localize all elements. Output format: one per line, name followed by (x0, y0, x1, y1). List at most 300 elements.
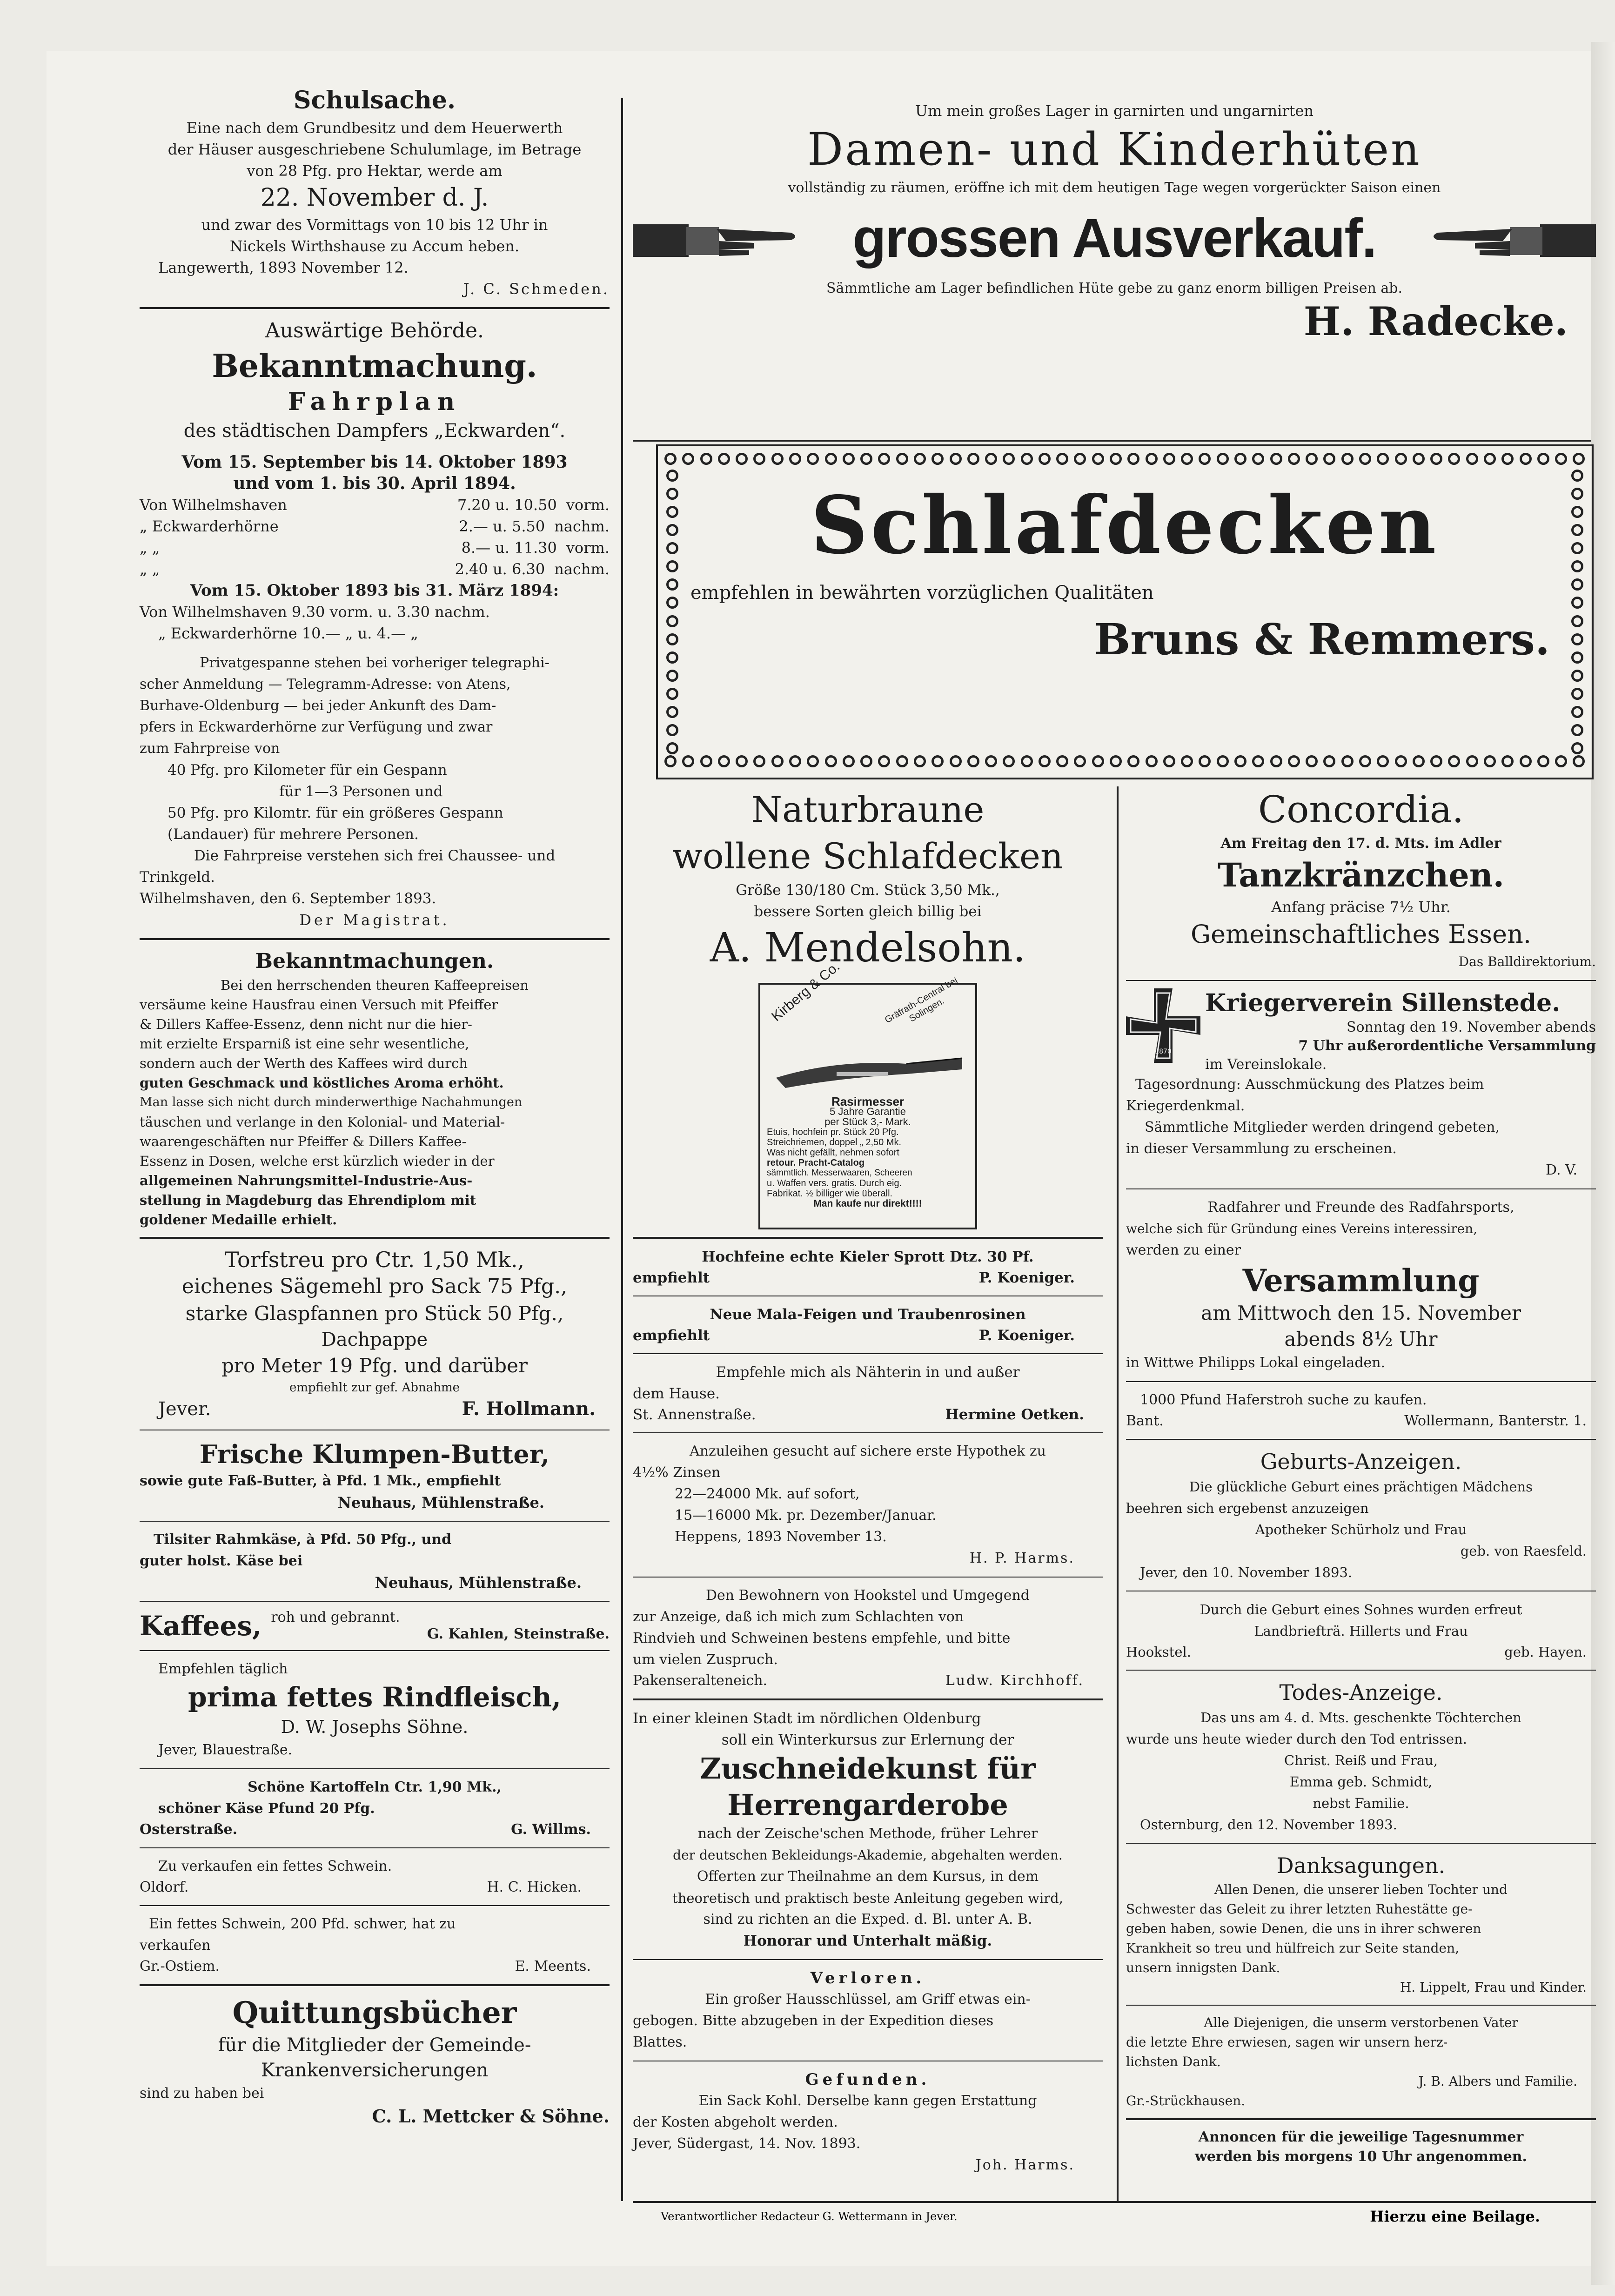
border-dot (1430, 755, 1442, 767)
hafer-place: Bant. (1126, 1413, 1164, 1429)
kaffees-sub (261, 1609, 610, 1643)
kaffee-line: versäume keine Hausfrau einen Versuch mit Pfeiffer (140, 997, 498, 1013)
geburt-line: Apotheker Schürholz und Frau (1255, 1522, 1467, 1537)
border-dot (1377, 755, 1389, 767)
footer-rule (633, 2201, 1596, 2203)
kirberg-item: Rasirmesser (831, 1094, 905, 1108)
border-dot (666, 651, 678, 664)
hafer-line: 1000 Pfund Haferstroh suche zu kaufen. (1140, 1392, 1427, 1408)
annoncen-line: Annoncen für die jeweilige Tagesnummer (1198, 2129, 1524, 2145)
border-dot (1199, 453, 1211, 465)
schedule-from: „ „ (140, 539, 160, 557)
dank-line: Krankheit so treu und hülfreich zur Seite standen, (1126, 1940, 1460, 1956)
divider (633, 1959, 1103, 1960)
schul-place: Langewerth, 1893 November 12. (158, 259, 409, 276)
anleihe-line: Anzuleihen gesucht auf sichere erste Hypothek zu (690, 1443, 1046, 1459)
geburt-heading: Geburts-Anzeigen. (1260, 1449, 1462, 1474)
mendelsohn-signature: A. Mendelsohn. (710, 925, 1026, 971)
border-dot (1571, 560, 1583, 572)
border-dot (666, 488, 678, 500)
border-dot (753, 755, 765, 767)
border-dot (1571, 688, 1583, 700)
feigen-row (633, 1325, 1103, 1346)
border-dot (1573, 453, 1585, 465)
kaffees-row (140, 1609, 610, 1643)
kartoffel-signature: G. Willms. (511, 1821, 591, 1838)
kartoffel-line: Schöne Kartoffeln Ctr. 1,90 Mk., (248, 1779, 502, 1795)
geburt-line: Jever, den 10. November 1893. (1140, 1564, 1353, 1580)
border-dot (1571, 633, 1583, 645)
dank2-line: Alle Diejenigen, die unserm verstorbenen Vater (1204, 2015, 1518, 2030)
zuschneidekunst-heading: Zuschneidekunst für (700, 1752, 1036, 1786)
border-dot (664, 453, 677, 465)
kartoffel-place: Osterstraße. (140, 1821, 238, 1838)
torf-small: empfiehlt zur gef. Abnahme (289, 1381, 460, 1395)
border-dot (1466, 755, 1478, 767)
preis-line: (Landauer) für mehrere Personen. (168, 826, 419, 843)
border-dot (807, 755, 819, 767)
border-dot (1234, 453, 1246, 465)
torf-line: Torfstreu pro Ctr. 1,50 Mk., (224, 1247, 525, 1272)
dank-line: unsern innigsten Dank. (1126, 1960, 1280, 1975)
border-dot (1341, 755, 1354, 767)
wollene-heading: wollene Schlafdecken (672, 835, 1063, 877)
hut-signature: H. Radecke. (1303, 298, 1568, 344)
border-dot (807, 453, 819, 465)
border-dot (1252, 755, 1264, 767)
border-dot (789, 755, 801, 767)
border-dot (1288, 755, 1300, 767)
dank2-place: Gr.-Strückhausen. (1126, 2093, 1246, 2108)
gefunden-place: Jever, Südergast, 14. Nov. 1893. (633, 2135, 861, 2152)
dank2-signature: J. B. Albers und Familie. (1418, 2074, 1577, 2089)
hook-signature: Ludw. Kirchhoff. (945, 1672, 1084, 1689)
kaffee-line: goldener Medaille erhielt. (140, 1212, 337, 1228)
kaffees-signature: G. Kahlen, Steinstraße. (427, 1626, 610, 1642)
dank2-line: die letzte Ehre erwiesen, sagen wir unsern herz- (1126, 2034, 1448, 2050)
border-dot (1039, 755, 1051, 767)
border-dot (1163, 755, 1175, 767)
divider (1126, 2005, 1596, 2006)
torf-signature-row (140, 1396, 610, 1422)
zusch-intro: soll ein Winterkursus zur Erlernung der (721, 1732, 1014, 1748)
schedule-unit: nachm. (554, 560, 610, 578)
kirberg-line: Man kaufe nur direkt!!!! (813, 1198, 922, 1209)
tod-line: Osternburg, den 12. November 1893. (1140, 1817, 1397, 1833)
border-dot (1571, 706, 1583, 718)
left-column (140, 84, 610, 2128)
kaffees-roh: roh und gebrannt. (271, 1609, 400, 1625)
kirberg-garantie: 5 Jahre Garantie (830, 1106, 906, 1117)
rind-place: Jever, Blauestraße. (158, 1742, 293, 1758)
dank-line: Allen Denen, die unserer lieben Tochter und (1214, 1882, 1508, 1897)
border-dot (1163, 453, 1175, 465)
border-dot (985, 453, 997, 465)
fahrpreise-line: Trinkgeld. (140, 869, 215, 886)
border-dot (1537, 453, 1549, 465)
kaffees-heading: Kaffees, (140, 1610, 262, 1642)
hafer-signature: Wollermann, Banterstr. 1. (1404, 1413, 1587, 1429)
redakteur-line: Verantwortlicher Redacteur G. Wettermann in Jever. (661, 2210, 958, 2223)
sprott-line: Hochfeine echte Kieler Sprott Dtz. 30 Pf. (702, 1249, 1034, 1265)
kaffee-line: allgemeinen Nahrungsmittel-Industrie-Aus- (140, 1173, 473, 1188)
schwein-signature: H. C. Hicken. (487, 1879, 582, 1895)
tod-line: wurde uns heute wieder durch den Tod entrissen. (1126, 1731, 1468, 1747)
border-dot (843, 453, 855, 465)
tages-line: Tagesordnung: Ausschmückung des Platzes beim (1135, 1076, 1484, 1093)
border-dot (1110, 755, 1122, 767)
divider (140, 1847, 610, 1848)
rad-line: Radfahrer und Freunde des Radfahrsports, (1207, 1199, 1514, 1215)
border-dot (1413, 453, 1425, 465)
empfehlen-line: Empfehlen täglich (158, 1661, 288, 1677)
kirberg-ad (758, 959, 977, 1229)
border-dot (1520, 453, 1532, 465)
divider (140, 1237, 610, 1239)
anleihe-line: 4½% Zinsen (633, 1464, 721, 1481)
border-dot (666, 633, 678, 645)
schedule-unit: nachm. (554, 517, 610, 535)
hut-ausverkauf-ad (633, 100, 1596, 344)
gefunden-signature: Joh. Harms. (975, 2157, 1075, 2173)
schedule-2-line: „ Eckwarderhörne 10.— „ u. 4.— „ (158, 624, 418, 642)
border-dot (1359, 453, 1371, 465)
dampfer-line: des städtischen Dampfers „Eckwarden“. (183, 420, 566, 442)
tod-line: Christ. Reiß und Frau, (1284, 1752, 1438, 1768)
schwein2-line: Ein fettes Schwein, 200 Pfd. schwer, hat zu (149, 1916, 456, 1932)
border-dot (1413, 755, 1425, 767)
border-dot (1501, 453, 1514, 465)
zusch-line: sind zu richten an die Exped. d. Bl. unter A. B. (703, 1911, 1032, 1927)
preis-line: für 1—3 Personen und (279, 783, 443, 800)
border-dot (1571, 470, 1583, 482)
border-dot (967, 453, 979, 465)
privat-line: zum Fahrpreise von (140, 740, 280, 757)
border-dot (1039, 453, 1051, 465)
border-dot (1127, 755, 1139, 767)
geburt2-place: Hookstel. (1126, 1644, 1191, 1660)
schedule-row (140, 494, 610, 516)
versammlung-heading: Versammlung (1242, 1262, 1480, 1299)
hut-big: grossen Ausverkauf. (852, 208, 1376, 269)
border-dot (1217, 755, 1229, 767)
schlafdecken-title: Schlafdecken (811, 479, 1439, 572)
schul-signature: J. C. Schmeden. (463, 280, 610, 298)
border-dot (1571, 615, 1583, 627)
border-dot (878, 755, 890, 767)
border-dot (1555, 755, 1567, 767)
zusch-line: der deutschen Bekleidungs-Akademie, abgehalten werden. (673, 1847, 1063, 1863)
fahrplan-heading: Fahrplan (288, 388, 462, 416)
border-dot (985, 755, 997, 767)
border-dot (1003, 755, 1015, 767)
schedule-unit: vorm. (566, 539, 610, 557)
border-dot (1092, 453, 1104, 465)
torf-place: Jever. (158, 1398, 211, 1420)
schedule-row (140, 516, 610, 537)
border-dot (1466, 453, 1478, 465)
hook-place: Pakenseralteneich. (633, 1672, 768, 1689)
concordia-heading: Concordia. (1258, 788, 1464, 831)
border-dot (1448, 453, 1460, 465)
border-dot (718, 755, 730, 767)
sprott-signature: P. Koeniger. (978, 1269, 1075, 1286)
schedule-times: 2.— u. 5.50 (459, 517, 545, 535)
divider (140, 1905, 610, 1906)
border-dot (1571, 651, 1583, 664)
period-1: Vom 15. September bis 14. Oktober 1893 (181, 452, 568, 472)
border-dot (753, 453, 765, 465)
torf-line: Dachpappe (321, 1329, 428, 1350)
geburt2-line: Landbriefträ. Hillerts und Frau (1254, 1623, 1468, 1639)
border-dot (1074, 453, 1086, 465)
torf-line: eichenes Sägemehl pro Sack 75 Pfg., (181, 1275, 568, 1298)
border-dot (1199, 755, 1211, 767)
kaese-line: guter holst. Käse bei (140, 1553, 303, 1569)
border-dot (1323, 453, 1335, 465)
krieger-heading: Kriegerverein Sillenstede. (1205, 989, 1561, 1017)
auswaertig-heading: Auswärtige Behörde. (265, 319, 484, 342)
kaffee-line: Bei den herrschenden theuren Kaffeepreisen (221, 977, 529, 993)
kaffee-line: & Dillers Kaffee-Essenz, denn nicht nur die hier- (140, 1016, 472, 1032)
dank2-line: lichsten Dank. (1126, 2054, 1221, 2069)
kaffee-line: sondern auch der Werth des Kaffees wird durch (140, 1055, 468, 1071)
schul-line: Nickels Wirthshause zu Accum heben. (229, 237, 520, 255)
tod-line: nebst Familie. (1313, 1795, 1409, 1811)
border-dot (1571, 506, 1583, 518)
tanz-heading: Tanzkränzchen. (1217, 856, 1505, 894)
schedule-times: 8.— u. 11.30 (461, 539, 557, 557)
wilhelmshaven-date: Wilhelmshaven, den 6. September 1893. (140, 890, 436, 907)
zusch-bold: Honorar und Unterhalt mäßig. (743, 1933, 992, 1949)
kirberg-line: Was nicht gefällt, nehmen sofort (767, 1148, 899, 1158)
quittung-small: sind zu haben bei (140, 2085, 264, 2101)
hut-big-row (633, 199, 1596, 278)
concordia-line: Am Freitag den 17. d. Mts. im Adler (1220, 835, 1501, 852)
border-dot (1074, 755, 1086, 767)
schedule-times: 7.20 u. 10.50 (457, 496, 557, 514)
hut-line: Sämmtliche am Lager befindlichen Hüte gebe zu ganz enorm billigen Preisen ab. (826, 280, 1402, 296)
divider (140, 1521, 610, 1522)
pointing-hand-icon (633, 210, 800, 266)
zusch-intro: In einer kleinen Stadt im nördlichen Oldenburg (633, 1710, 981, 1727)
hut-line: vollständig zu räumen, eröffne ich mit dem heutigen Tage wegen vorgerückter Saison einen (788, 180, 1441, 196)
border-dot (1571, 488, 1583, 500)
border-dot (1181, 453, 1193, 465)
feigen-empfiehlt: empfiehlt (633, 1327, 710, 1344)
schul-line: Eine nach dem Grundbesitz und dem Heuerwerth (186, 119, 563, 137)
divider (633, 1432, 1103, 1433)
border-dot (1288, 453, 1300, 465)
dot-border-right (1569, 470, 1585, 754)
border-dot (700, 453, 712, 465)
border-dot (1430, 453, 1442, 465)
border-dot (666, 597, 678, 609)
border-dot (666, 524, 678, 536)
border-dot (950, 755, 962, 767)
schulsache-title: Schulsache. (293, 86, 456, 114)
anfang-line: Anfang präcise 7½ Uhr. (1271, 898, 1451, 916)
border-dot (1501, 755, 1514, 767)
krieger-line: Sonntag den 19. November abends (1346, 1019, 1596, 1035)
border-dot (771, 755, 784, 767)
border-dot (1571, 597, 1583, 609)
dank-line: geben haben, sowie Denen, die uns in ihrer schweren (1126, 1921, 1481, 1936)
border-dot (666, 578, 678, 591)
border-dot (1484, 755, 1496, 767)
divider (1126, 2118, 1596, 2120)
border-dot (1323, 755, 1335, 767)
kartoffel-signature-row (140, 1819, 610, 1840)
border-dot (1571, 524, 1583, 536)
kirberg-brand: Kirberg & Co. (769, 959, 843, 1025)
naturbraune-heading: Naturbraune (751, 789, 985, 830)
zusch-line: Offerten zur Theilnahme an dem Kursus, in dem (697, 1868, 1039, 1885)
verloren-line: Ein großer Hausschlüssel, am Griff etwas ein- (705, 1991, 1031, 2007)
schedule-from: Von Wilhelmshaven (140, 496, 287, 514)
preis-line: 50 Pfg. pro Kilomtr. für ein größeres Gespann (168, 805, 503, 821)
border-dot (736, 453, 748, 465)
page-footer (633, 2201, 1596, 2225)
krieger-line: im Vereinslokale. (1205, 1056, 1327, 1073)
rad-line: werden zu einer (1126, 1242, 1241, 1258)
dot-border-bottom (664, 755, 1585, 771)
border-dot (789, 453, 801, 465)
border-dot (700, 755, 712, 767)
bekanntmachung-heading: Bekanntmachung. (212, 348, 537, 385)
kaffee-line: mit erzielte Ersparniß ist eine sehr wesentliche, (140, 1036, 469, 1052)
border-dot (1448, 755, 1460, 767)
geburt-line: geb. von Raesfeld. (1460, 1543, 1587, 1559)
border-dot (950, 453, 962, 465)
kaffee-line: guten Geschmack und köstliches Aroma erhöht. (140, 1075, 504, 1091)
rind-signature: D. W. Josephs Söhne. (281, 1717, 469, 1737)
schwein-signature-row (140, 1877, 610, 1898)
zusch-line: nach der Zeische'schen Methode, früher Lehrer (697, 1826, 1038, 1842)
schwein2-place: Gr.-Ostiem. (140, 1958, 220, 1974)
border-dot (1395, 453, 1407, 465)
dot-border-top (664, 453, 1585, 469)
border-dot (1021, 453, 1033, 465)
dank-signature: H. Lippelt, Frau und Kinder. (1400, 1980, 1587, 1995)
rad-line: welche sich für Gründung eines Vereins interessiren, (1126, 1221, 1478, 1236)
schwein-place: Oldorf. (140, 1879, 189, 1895)
border-dot (666, 470, 678, 482)
butter-line: sowie gute Faß-Butter, à Pfd. 1 Mk., empfiehlt (140, 1473, 501, 1489)
hook-line: Den Bewohnern von Hookstel und Umgegend (705, 1587, 1030, 1604)
schul-line: von 28 Pfg. pro Hektar, werde am (247, 162, 503, 180)
rindfleisch-heading: prima fettes Rindfleisch, (188, 1681, 561, 1713)
hut-title: Damen- und Kinderhüten (807, 123, 1421, 175)
divider (1126, 1670, 1596, 1671)
schedule-times: 2.40 u. 6.30 (455, 560, 545, 578)
border-dot (666, 742, 678, 754)
tages-line: Kriegerdenkmal. (1126, 1098, 1245, 1114)
kirberg-line: u. Waffen vers. gratis. Durch eig. (767, 1178, 902, 1188)
anleihe-line: Heppens, 1893 November 13. (675, 1529, 887, 1545)
border-dot (666, 706, 678, 718)
border-dot (1395, 755, 1407, 767)
divider (140, 1768, 610, 1769)
divider (1126, 980, 1596, 981)
border-dot (1270, 755, 1282, 767)
kirberg-line: Fabrikat. ½ billiger wie überall. (767, 1188, 893, 1199)
border-dot (1571, 670, 1583, 682)
border-dot (718, 453, 730, 465)
kaese-line: Tilsiter Rahmkäse, à Pfd. 50 Pfg., und (154, 1531, 452, 1548)
border-dot (664, 755, 677, 767)
hook-line: zur Anzeige, daß ich mich zum Schlachten von (633, 1609, 964, 1625)
border-dot (1021, 755, 1033, 767)
kaffee-line: waarengeschäften nur Pfeiffer & Dillers Kaffee- (140, 1134, 467, 1149)
border-dot (666, 542, 678, 554)
preis-line: 40 Pfg. pro Kilometer für ein Gespann (168, 762, 447, 779)
border-dot (860, 755, 872, 767)
tod-heading: Todes-Anzeige. (1279, 1680, 1443, 1705)
pointing-hand-icon (1428, 210, 1596, 266)
schedule-from: „ „ (140, 560, 160, 578)
dank-line: Schwester das Geleit zu ihrer letzten Ruhestätte ge- (1126, 1901, 1473, 1917)
right-column (1126, 786, 1596, 2167)
razor-icon (767, 1045, 972, 1096)
border-dot (1003, 453, 1015, 465)
privat-line: pfers in Eckwarderhörne zur Verfügung und zwar (140, 719, 493, 735)
naeh-place: St. Annenstraße. (633, 1406, 756, 1423)
schlafdecken-sub: empfehlen in bewährten vorzüglichen Qualitäten (690, 582, 1154, 604)
anleihe-line: 15—16000 Mk. pr. Dezember/Januar. (675, 1507, 937, 1524)
schedule-from: „ Eckwarderhörne (140, 517, 279, 535)
schul-date: 22. November d. J. (260, 184, 489, 212)
border-dot (1571, 542, 1583, 554)
border-dot (1056, 755, 1068, 767)
verloren-line: gebogen. Bitte abzugeben in der Expedition dieses (633, 2013, 994, 2029)
verloren-heading: Verloren. (810, 1969, 925, 1987)
geburt2-line: Durch die Geburt eines Sohnes wurden erfreut (1200, 1602, 1522, 1618)
kaffee-line: Man lasse sich nicht durch minderwerthige Nachahmungen (140, 1095, 523, 1109)
naeh-row (633, 1404, 1103, 1425)
versammlung-line: am Mittwoch den 15. November (1200, 1302, 1521, 1324)
hook-row (633, 1671, 1103, 1691)
border-dot (1573, 755, 1585, 767)
divider (1126, 1843, 1596, 1844)
krieger-row (1126, 988, 1596, 1074)
gefunden-line: Ein Sack Kohl. Derselbe kann gegen Erstattung (698, 2093, 1037, 2109)
tod-line: Das uns am 4. d. Mts. geschenkte Töchterchen (1200, 1710, 1521, 1725)
border-dot (1359, 755, 1371, 767)
dot-border-left (664, 470, 680, 754)
torf-signature: F. Hollmann. (462, 1398, 596, 1420)
schedule-2-line: Von Wilhelmshaven 9.30 vorm. u. 3.30 nachm. (140, 603, 490, 621)
border-dot (896, 755, 908, 767)
border-dot (825, 755, 837, 767)
sprott-row (633, 1268, 1103, 1288)
tages-line: in dieser Versammlung zu erscheinen. (1126, 1141, 1397, 1157)
geburt2-row (1126, 1642, 1596, 1662)
beilage-line: Hierzu eine Beilage. (1370, 2208, 1540, 2225)
divider (633, 1699, 1103, 1700)
border-dot (736, 755, 748, 767)
schlafdecken-signature: Bruns & Remmers. (1094, 614, 1550, 665)
schul-line: der Häuser ausgeschriebene Schulumlage, im Betrage (168, 141, 582, 158)
border-dot (1127, 453, 1139, 465)
border-dot (666, 688, 678, 700)
border-dot (1306, 453, 1318, 465)
kaffee-line: Essenz in Dosen, welche erst kürzlich wieder in der (140, 1153, 495, 1169)
kirberg-line: retour. Pracht-Catalog (767, 1158, 865, 1168)
border-dot (1537, 755, 1549, 767)
schedule-row (140, 558, 610, 580)
border-dot (666, 506, 678, 518)
